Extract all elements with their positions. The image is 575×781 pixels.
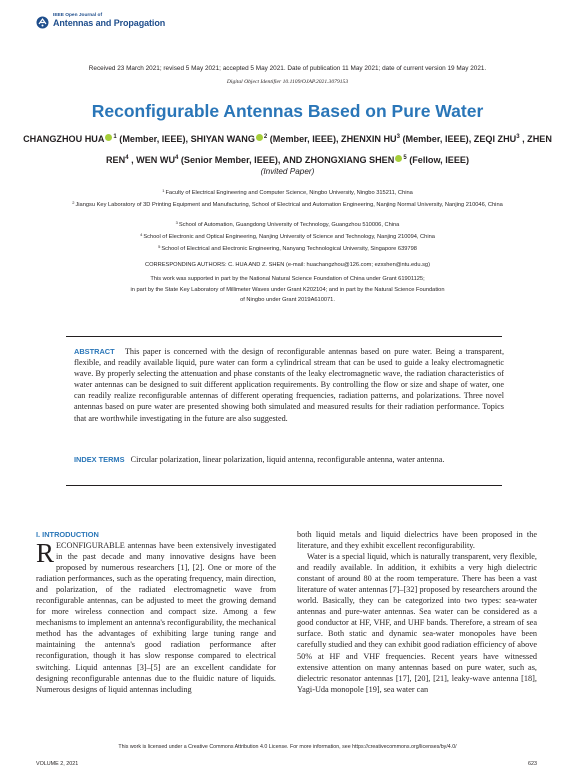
author-affiliation-number: 2 [263, 134, 268, 140]
author [23, 134, 188, 144]
journal-name: Antennas and Propagation [53, 18, 166, 28]
author-affiliation-number: 4 [125, 155, 129, 162]
body-column-left [36, 540, 276, 695]
body-paragraph: both liquid metals and liquid dielectrics have been proposed in the literature, and they exhibit excellent reconfigurability. [297, 530, 537, 551]
footer-volume: VOLUME 2, 2021 [36, 761, 79, 767]
author-name: ZHENXIN HU [341, 134, 397, 145]
invited-paper-note: (Invited Paper) [260, 167, 315, 176]
doi: Digital Object Identifier 10.1109/OJAP.2021.3079153 [226, 79, 349, 85]
author [474, 134, 525, 144]
author-role: (Member, IEEE), [402, 134, 472, 145]
abstract [74, 346, 504, 424]
abstract-bottom-rule [66, 485, 502, 486]
author-name: CHANGZHOU HUA [23, 134, 105, 145]
author-affiliation-number: 5 [403, 155, 407, 162]
author-affiliation-number: 3 [396, 134, 400, 140]
author [341, 134, 471, 144]
orcid-icon[interactable] [395, 155, 402, 162]
affiliation-3: $^3$School of Automation, Guangdong University of Technology, Guangzhou 510006, China [175, 220, 400, 228]
funding-line: of Ningbo under Grant 2019A610071. [240, 297, 335, 304]
author-role: (Senior Member, IEEE), AND [180, 155, 303, 166]
author [136, 155, 302, 165]
author-name: WEN WU [136, 155, 176, 166]
ieee-oj-antennas-logo-icon [36, 16, 49, 29]
author [191, 134, 339, 144]
author-role: (Fellow, IEEE) [409, 155, 469, 166]
body-paragraph: Water is a special liquid, which is naturally transparent, very flexible, and readily available. In addition, it exhibits a very high dielectric constant of around 80 at the room temperature. There has been a vast literature of water antennas [7]–[32] proposed by researchers around the world. Basically, they can be categorized into two types: sea-water antennas and pure-water antennas. Sea water can be considered as a good conductor at HF, VHF, and UHF bands. Therefore, a stream of sea surface. Both static and dynamic sea-water monopoles have been carefully studied and they can exhibit good radiation efficiency of above 50% at HF and VHF frequencies. Recent years have witnessed extensive attention on many antennas based on pure water, such as, dielectric resonator antennas [17], [20], [21], leaky-wave antenna [18], Yagi-Uda monopole [19], sea water can [297, 552, 537, 694]
journal-top-line: IEEE Open Journal of [53, 13, 103, 18]
journal-header [36, 13, 165, 29]
orcid-icon[interactable] [256, 134, 263, 141]
author [305, 155, 469, 165]
affiliation-1: $^1$Faculty of Electrical Engineering and Computer Science, Ningbo University, Ningbo 315211, China [162, 188, 413, 196]
author-affiliation-number: 1 [113, 134, 117, 140]
index-terms-label: INDEX TERMS [74, 455, 125, 464]
author-name: ZHONGXIANG SHEN [304, 155, 395, 166]
funding-line: in part by the State Key Laboratory of Millimeter Waves under Grant K202104; and in part by the Natural Science Foundation [130, 286, 445, 293]
author-name: ZHEN REN [105, 134, 552, 166]
author-role: , [131, 155, 134, 166]
author-role: , [522, 134, 525, 145]
author-role: (Member, IEEE), [269, 134, 339, 145]
author-role: (Member, IEEE), [119, 134, 189, 145]
abstract-label: ABSTRACT [74, 347, 115, 356]
body-paragraph: ECONFIGURABLE antennas have been extensively investigated in the past decade and many innovative designs have been proposed by numerous researchers [1], [2]. One or more of the radiation performances, such as the operating frequency, main direction, and polarization, of the radiated electromagnetic wave from reconfigurable antennas, can be adjusted to meet the growing demand for more wireless connection and compact size. Among a few mechanisms to implement an antenna's reconfigurability, the mechanical method has the advantages of exhibiting large tuning range and maintaining the antenna's good radiation performance after reconfiguration, though it has slow response compared to electrical switching. Liquid antennas [3]–[5] are an excellent candidate for designing reconfigurable antennas due to the fluidic nature of liquids. Numerous designs of liquid antennas including [36, 541, 276, 694]
abstract-top-rule [66, 336, 502, 337]
drop-cap: R [36, 538, 55, 568]
author-name: SHIYAN WANG [190, 134, 255, 145]
affiliation-2: $^2$Jiangsu Key Laboratory of 3D Printing Equipment and Manufacturing, School of Electrical and Automation Engineering, Nanjing Normal University, Nanjing 210046, China [72, 200, 503, 208]
orcid-icon[interactable] [105, 134, 112, 141]
paper-title: Reconfigurable Antennas Based on Pure Water [91, 101, 484, 121]
footer-page-number: 623 [528, 761, 537, 767]
section-heading: I. INTRODUCTION [36, 530, 99, 539]
abstract-text: This paper is concerned with the design of reconfigurable antennas based on pure water. Being a transparent, flexible, and readily available liquid, pure water can form a cylindrical stream that can be used to guide a leaky electromagnetic wave. By properly selecting the attenuation and phase constants of the leaky electromagnetic wave, the radiation characteristics of water antennas can be designed to suit different application requirements. By controlling the flow or size and shape of water, one can readily realize reconfigurable antennas of different operating frequencies, radiation patterns, and polarizations. Three novel antennas based on pure water are presented showing both simulated and measured results for their radiation performance. Topics that are worthwhile investigating in the future are also suggested. [74, 347, 504, 423]
affiliation-5: $^5$School of Electrical and Electronic Engineering, Nanyang Technological University, Singapore 639798 [158, 244, 417, 252]
author-affiliation-number: 4 [175, 155, 179, 162]
corresponding-authors: CORRESPONDING AUTHORS: C. HUA AND Z. SHEN (e-mail: huachangzhou@126.com; ezxshen@ntu.edu.sg) [145, 262, 430, 268]
license-notice: This work is licensed under a Creative Commons Attribution 4.0 License. For more information, see https://creativecommons.org/licenses/by/4.0/ [118, 744, 457, 750]
received-dates: Received 23 March 2021; revised 5 May 2021; accepted 5 May 2021. Date of publication 11 May 2021; date of current version 19 May 2021. [88, 65, 487, 72]
funding-line: This work was supported in part by the National Natural Science Foundation of China under Grant 61901125; [150, 276, 425, 282]
author-affiliation-number: 3 [516, 134, 520, 140]
author-list [20, 128, 555, 170]
affiliation-4: $^4$School of Electronic and Optical Engineering, Nanjing University of Science and Technology, Nanjing 210094, China [140, 232, 435, 240]
index-terms-text: Circular polarization, linear polarization, liquid antenna, reconfigurable antenna, water antenna. [130, 455, 445, 464]
body-column-right [297, 529, 537, 695]
index-terms [74, 454, 504, 465]
author-name: ZEQI ZHU [473, 134, 517, 145]
funding-statement [40, 274, 535, 306]
